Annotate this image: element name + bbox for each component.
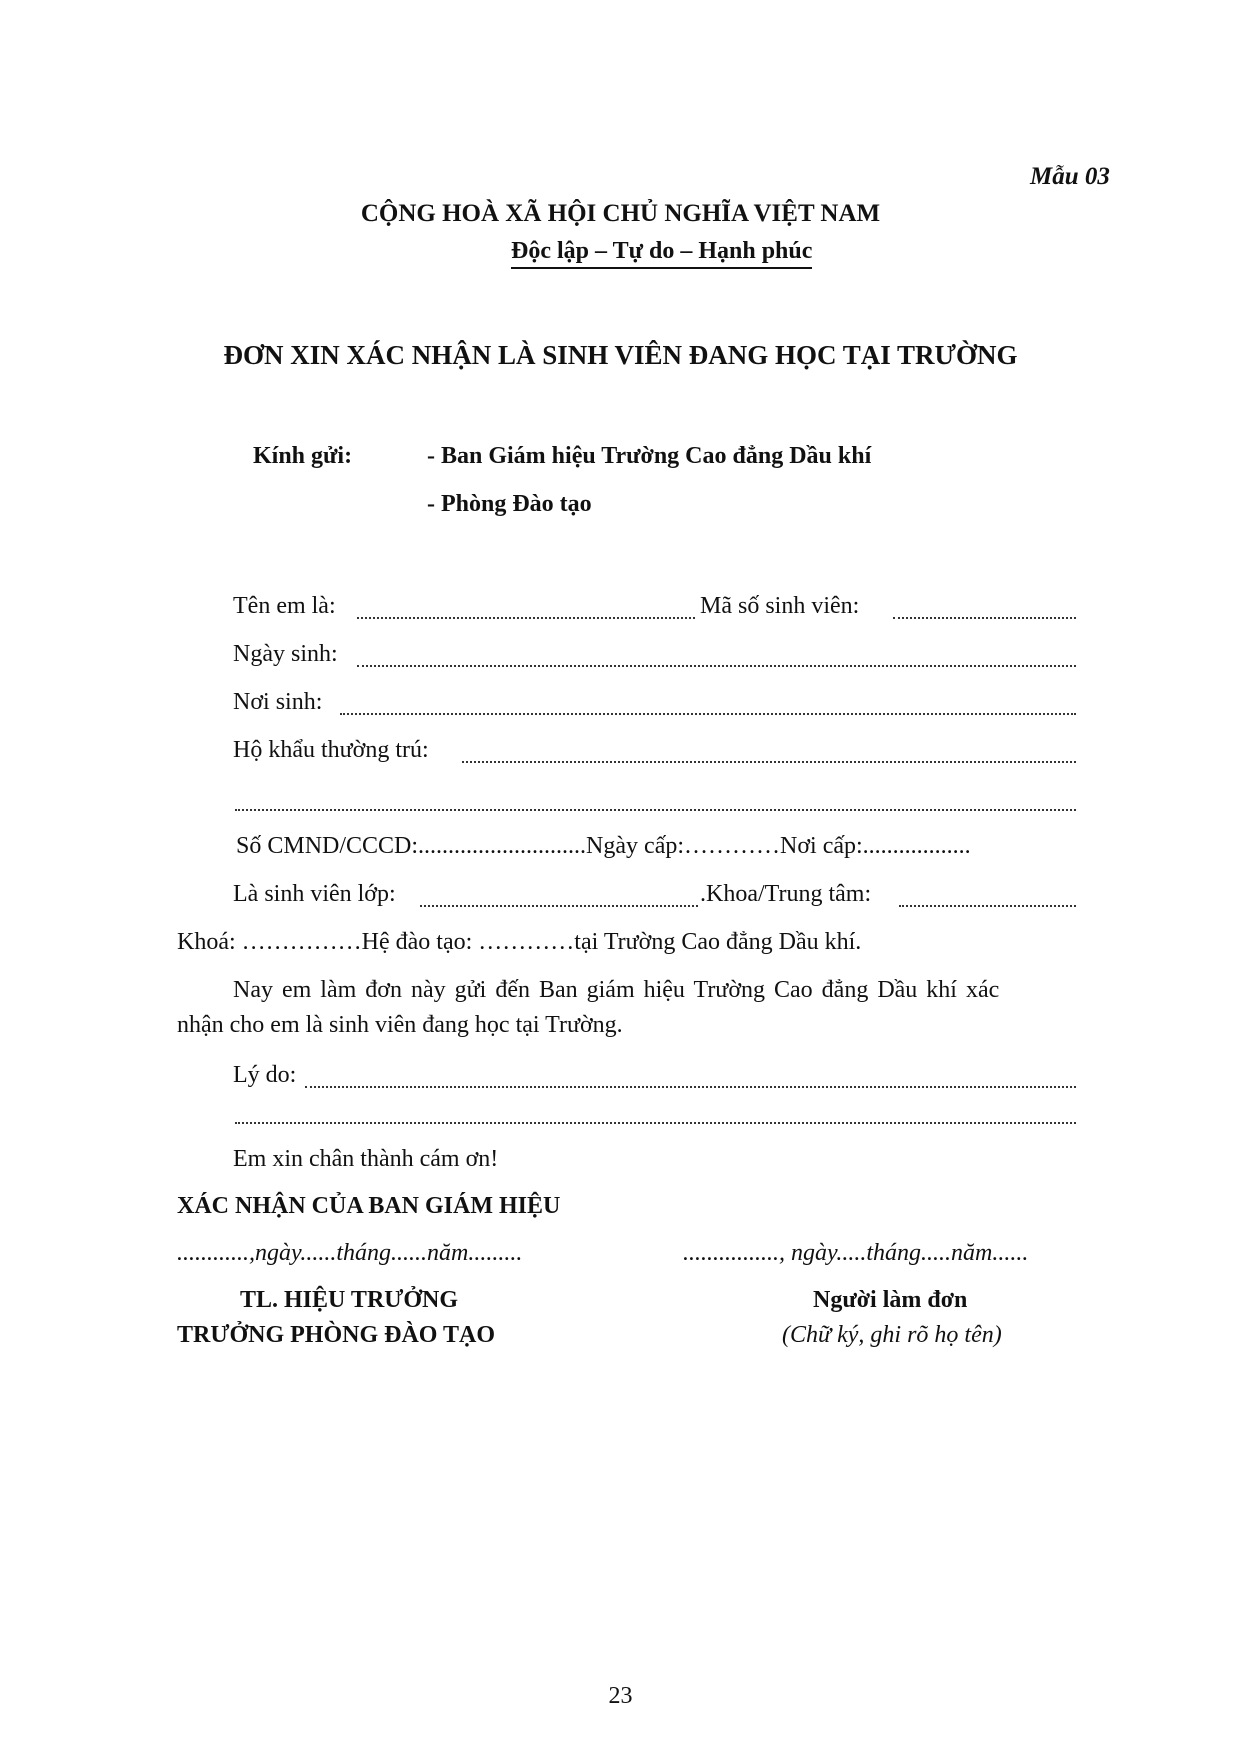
confirmation-heading: XÁC NHẬN CỦA BAN GIÁM HIỆU (177, 1193, 561, 1219)
faculty-input-line[interactable] (899, 905, 1076, 907)
signature-title-right: Người làm đơn (813, 1287, 968, 1313)
national-motto: Độc lập – Tự do – Hạnh phúc (511, 238, 812, 269)
course-line[interactable]: Khoá: ……………Hệ đào tạo: …………tại Trường Cao đẳng Dầu khí. (177, 929, 862, 955)
document-title: ĐƠN XIN XÁC NHẬN LÀ SINH VIÊN ĐANG HỌC TẠI TRƯỜNG (223, 340, 1018, 370)
dob-label: Ngày sinh: (233, 641, 338, 667)
student-id-label: Mã số sinh viên: (700, 593, 860, 619)
student-id-input-line[interactable] (893, 617, 1076, 619)
thanks-text: Em xin chân thành cám ơn! (233, 1146, 499, 1172)
recipient-training-office: - Phòng Đào tạo (427, 491, 592, 517)
faculty-label: .Khoa/Trung tâm: (700, 881, 872, 907)
page-number: 23 (608, 1683, 633, 1709)
date-right: ................, ngày.....tháng.....năm...... (683, 1240, 1029, 1266)
recipient-label: Kính gửi: (253, 443, 353, 469)
recipient-board: - Ban Giám hiệu Trường Cao đẳng Dầu khí (427, 443, 872, 469)
name-input-line[interactable] (357, 617, 695, 619)
reason-input-line-1[interactable] (305, 1086, 1076, 1088)
signature-title-left-1: TL. HIỆU TRƯỞNG (240, 1287, 459, 1313)
residence-label: Hộ khẩu thường trú: (233, 737, 429, 763)
residence-input-line-2[interactable] (235, 809, 1076, 811)
class-label: Là sinh viên lớp: (233, 881, 396, 907)
class-input-line[interactable] (420, 905, 698, 907)
country-name: CỘNG HOÀ XÃ HỘI CHỦ NGHĨA VIỆT NAM (360, 200, 881, 227)
date-left: ............,ngày......tháng......năm......... (177, 1240, 523, 1266)
form-code: Mẫu 03 (1030, 163, 1110, 190)
request-text-line-2: nhận cho em là sinh viên đang học tại Trường. (177, 1012, 623, 1038)
request-text-line-1: Nay em làm đơn này gửi đến Ban giám hiệu Trường Cao đẳng Dầu khí xác (233, 977, 1000, 1003)
signature-title-left-2: TRƯỞNG PHÒNG ĐÀO TẠO (177, 1322, 496, 1348)
reason-input-line-2[interactable] (235, 1122, 1076, 1124)
birthplace-label: Nơi sinh: (233, 689, 323, 715)
reason-label: Lý do: (233, 1062, 297, 1088)
birthplace-input-line[interactable] (340, 713, 1076, 715)
id-card-line[interactable]: Số CMND/CCCD:............................Ngày cấp:…………Nơi cấp:.................. (236, 833, 971, 859)
name-label: Tên em là: (233, 593, 336, 619)
signature-note-right: (Chữ ký, ghi rõ họ tên) (782, 1322, 1002, 1348)
residence-input-line-1[interactable] (462, 761, 1076, 763)
dob-input-line[interactable] (357, 665, 1076, 667)
